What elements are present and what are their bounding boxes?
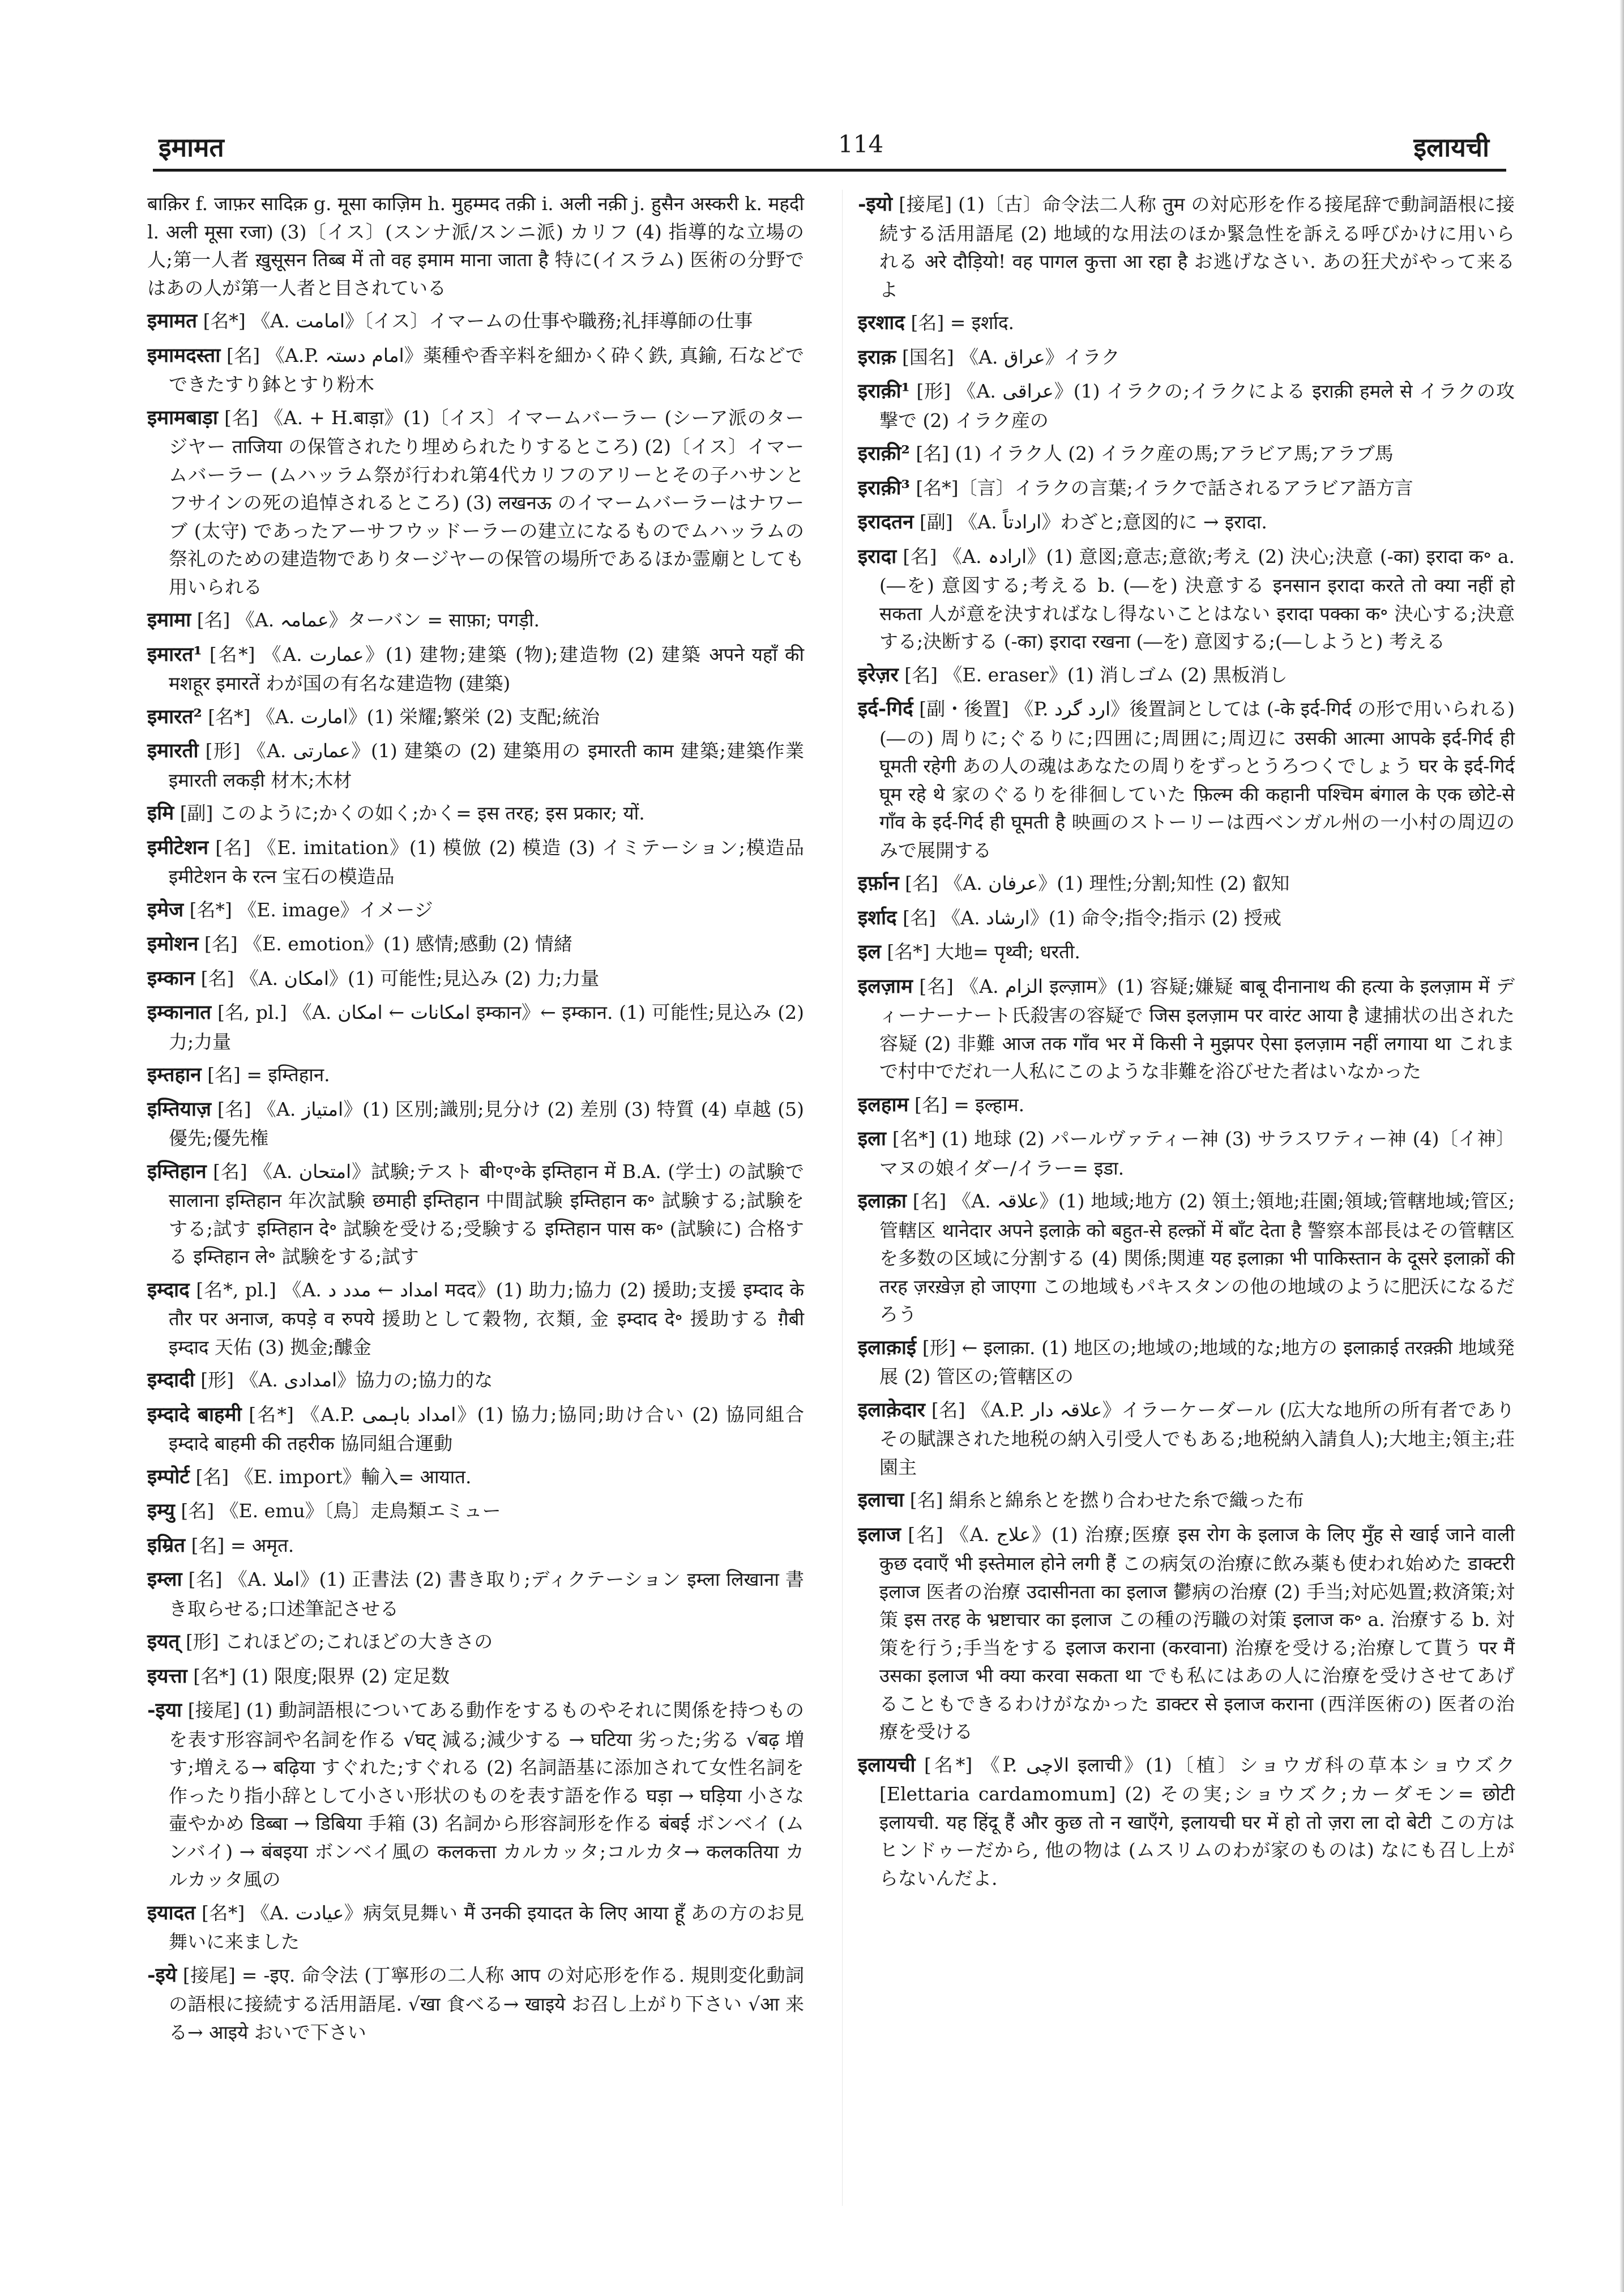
left-column [147,190,804,2051]
entry-headword: इलहाम [858,1092,909,1116]
entry-definition: [名] = अमृत. [191,1534,294,1556]
entry-definition: [名*] (1) 地球 (2) パールヴァティー神 (3) サラスワティー神 (4)〔イ神〕マヌの娘イダー/イラー= इडा. [879,1128,1515,1179]
entry-definition: [名] 《E. emotion》(1) 感情;感動 (2) 情緒 [204,933,572,955]
entry-definition: [副・後置] 《P. ارد گرد》後置詞としては (-के इर्द-गिर्द の形で用いられる) (―の) 周りに;ぐるりに;四囲に;周囲に;周辺に उसकी आत्मा आपके इर्द-गिर्द ही घूमती रहेगी あの人の魂はあなたの周りをずっとうろつくでしょう घर के इर्द-गिर्द घूम रहे थे 家のぐるりを徘徊していた फ़िल्म की कहानी पश्चिम बंगाल के एक छोटे-से गाँव के इर्द-गिर्द ही घूमती है 映画のストーリーは西ベンガル州の一小村の周辺のみで展開する [879,698,1515,861]
entry-headword: -इयो [858,193,893,216]
entry-headword: इम्दाद [147,1278,190,1301]
dictionary-entry [858,1520,1515,1746]
dictionary-entry [147,1961,804,2047]
dictionary-entry [147,998,804,1056]
entry-headword: इर्द-गिर्द [858,697,913,720]
entry-definition: [名] = इम्तिहान. [207,1064,330,1086]
header-rule [153,169,1506,172]
entry-headword: इमामत [147,309,198,332]
entry-headword: इमारत¹ [147,642,202,666]
dictionary-entry [858,1090,1515,1120]
entry-headword: इमीटेशन [147,835,209,859]
entry-headword: इम्तिहान [147,1159,207,1183]
dictionary-entry [858,308,1515,338]
page-edge-shadow [1619,0,1624,2292]
entry-definition: [名] 《A. امکان》(1) 可能性;見込み (2) 力;力量 [200,967,600,989]
entry-definition: [名*] (1) 限度;限界 (2) 定足数 [193,1664,450,1687]
entry-headword: इम्यु [147,1499,175,1522]
entry-definition: [名] (1) イラク人 (2) イラク産の馬;アラビア馬;アラブ馬 [916,442,1394,464]
entry-definition: [副] 《A. ارادتاً》わざと;意図的に → इरादा. [920,511,1267,533]
dictionary-entry [147,190,804,302]
entry-definition: [形] 《A. امدادی》協力の;協力的な [200,1369,493,1391]
dictionary-entry [147,1565,804,1623]
dictionary-entry [147,1060,804,1090]
dictionary-entry [147,1696,804,1894]
entry-definition: [接尾] (1)〔古〕命令法二人称 तुम の対応形を作る接尾辞で動詞語根に接続する活用語尾 (2) 地域的な用法のほか緊急性を訴える呼びかけに用いられる अरे दौड़ियो! वह पागल कुत्ता आ रहा है お逃げなさい. あの狂犬がやって来るよ [879,193,1515,301]
entry-headword: इराक़ी³ [858,476,910,500]
entry-headword: इमामबाड़ा [147,406,218,429]
entry-definition: [名] 《A.P. علاقہ دار》イラーケーダール (広大な地所の所有者でありその賦課された地税の納入引受人でもある;地税納入請負人);大地主;領主;荘園主 [879,1398,1515,1478]
entry-headword: इम्दादे बाहमी [147,1402,242,1426]
entry-definition: [副] このように;かくの如く;かく= इस तरह; इस प्रकार; यों. [180,802,645,824]
dictionary-entry [147,736,804,794]
dictionary-entry [147,964,804,994]
entry-headword: इमारत² [147,705,202,728]
dictionary-entry [858,377,1515,434]
entry-definition: [名*] 《P. الاچی इलाची》(1)〔植〕ショウガ科の草本ショウズク [Elettaria cardamomum] (2) その実;ショウズク;カーダモン= छोटी इलायची. यह हिंदू हैं और कुछ तो न खाएँगे, इलायची घर में हो तो ज़रा ला दो बेटी この方はヒンドゥーだから, 他の物は (ムスリムのわが家のものは) なにも召し上がらないんだよ. [879,1753,1515,1889]
guide-word-left: इमामत [159,132,224,163]
dictionary-entry [147,1275,804,1361]
entry-definition: [名] 《A. علاج》(1) 治療;医療 इस रोग के इलाज के लिए मुँह से खाई जाने वाली कुछ दवाएँ भी इस्तेमाल होने लगी हैं この病気の治療に飲み薬も使われ始めた डाक्टरी इलाज 医者の治療 उदासीनता का इलाज 鬱病の治療 (2) 手当;対応処置;救済策;対策 इस तरह के भ्रष्टाचार का इलाज この種の汚職の対策 इलाज क॰ a. 治療する b. 対策を行う;手当をする इलाज कराना (करवाना) 治療を受ける;治療して貰う पर मैं उसका इलाज भी क्या करवा सकता था でも私にはあの人に治療を受けさせてあげることもできるわけがなかった डाक्टर से इलाज कराना (西洋医術の) 医者の治療を受ける [879,1523,1515,1743]
entry-headword: इम्तहान [147,1063,202,1086]
entry-definition: [名*] 《A. امامت》〔イス〕イマームの仕事や職務;礼拝導師の仕事 [203,310,753,332]
dictionary-entry [147,1365,804,1395]
dictionary-entry [858,1751,1515,1893]
entry-definition: [名] 《A. امتیاز》(1) 区別;識別;見分け (2) 差別 (3) 特質 (4) 卓越 (5) 優先;優先権 [169,1098,805,1149]
entry-definition: [名] 絹糸と綿糸とを撚り合わせた糸で織った布 [909,1489,1305,1511]
entry-headword: -इये [147,1963,177,1987]
dictionary-entry [858,937,1515,967]
entry-headword: इम्तियाज़ [147,1097,211,1121]
dictionary-entry [147,306,804,336]
entry-definition: [接尾] (1) 動詞語根についてある動作をするものやそれに関係を持つものを表す形容詞や名詞を作る √घट् 減る;減少する → घटिया 劣った;劣る √बढ़ 増す;増える→ बढ़िया すぐれた;すぐれる (2) 名詞語基に添加されて女性名詞を作ったり指小辞として小さい形状のものを表す語を作る घड़ा → घड़िया 小さな壷やかめ डिब्बा → डिबिया 手箱 (3) 名詞から形容詞形を作る बंबई ボンベイ (ムンバイ) → बंबइया ボンベイ風の कलकत्ता カルカッタ;コルカタ→ कलकतिया カルカッタ風の [169,1699,804,1890]
dictionary-entry [147,605,804,635]
dictionary-entry [858,1124,1515,1182]
entry-headword: इलाचा [858,1488,904,1512]
entry-headword: इयादत [147,1901,196,1924]
entry-definition: [形] ← इलाक़ा. (1) 地区の;地域の;地域的な;地方の इलाक़ाई तरक़्क़ी 地域発展 (2) 管区の;管轄区の [879,1336,1515,1388]
entry-definition: [形] 《A. عمارتی》(1) 建築の (2) 建築用の इमारती काम 建築;建築作業 इमारती लकड़ी 材木;木材 [169,740,804,791]
entry-definition: [名*]〔言〕イラクの言葉;イラクで話されるアラビア語方言 [916,476,1413,499]
dictionary-entry [147,1898,804,1956]
dictionary-entry [147,1627,804,1657]
running-header [153,129,1489,165]
entry-definition: [名, pl.] 《A. امکانات ← امکان इम्कान》← इम्कान. (1) 可能性;見込み (2) 力;力量 [169,1001,804,1053]
entry-definition: [名] 《A. امتحان》試験;テスト बी॰ए॰के इम्तिहान में B.A. (学士) の試験で सालाना इम्तिहान 年次試験 छमाही इम्तिहान 中間試験 इम्तिहान क॰ 試験する;試験をする;試す इम्तिहान दे॰ 試験を受ける;受験する इम्तिहान पास क॰ (試験に) 合格する इम्तिहान ले॰ 試験をする;試す [169,1160,804,1267]
entry-headword: इम्दादी [147,1368,195,1392]
dictionary-entry [147,895,804,925]
entry-definition: [名] 《A. ارشاد》(1) 命令;指令;指示 (2) 授戒 [903,906,1281,929]
entry-headword: इम्कानात [147,1001,212,1024]
entry-definition: [名*] 《A. عیادت》病気見舞い मैं उनकी इयादत के लिए आया हूँ あの方のお見舞いに来ました [169,1901,804,1953]
entry-definition: [形] 《A. عراقی》(1) イラクの;イラクによる इराक़ी हमले से イラクの攻撃で (2) イラク産の [879,380,1515,432]
dictionary-entry [858,972,1515,1086]
entry-definition: [接尾] = -इए. 命令法 (丁寧形の二人称 आप の対応形を作る. 規則変化動詞の語根に接続する活用語尾. √खा 食べる→ खाइये お召し上がり下さい √आ 来る→ आइये おいで下さい [169,1964,804,2043]
entry-headword: इरादतन [858,510,914,533]
entry-definition: [名] 《A. عمامہ》ターバン = साफ़ा; पगड़ी. [196,609,540,631]
dictionary-entry [858,694,1515,864]
entry-definition: [名*] 《E. image》イメージ [189,898,433,921]
dictionary-entry [147,1095,804,1153]
dictionary-entry [858,1486,1515,1516]
entry-definition: [名] 《A. + H.बाड़ा》(1)〔イス〕イマームバーラー (シーア派のタージヤー ताजिया の保管されたり埋められたりするところ) (2)〔イス〕イマームバーラー (ムハッラム祭が行われ第4代カリフのアリーとその子ハサンとフサインの死の追悼されるところ) (3) लखनऊ のイマームバーラーはナワーブ (太守) であったアーサフウッドーラーの建立になるものでムハッラムの祭礼のための建造物でありタージヤーの保管の場所であるほか霊廟としても用いられる [169,406,804,598]
entry-headword: इराक़ी² [858,442,910,465]
entry-definition: [名] 《E. eraser》(1) 消しゴム (2) 黒板消し [904,663,1288,686]
entry-headword: इयत्ता [147,1664,187,1688]
dictionary-entry [147,702,804,732]
entry-definition: [名] 《E. emu》〔鳥〕走鳥類エミュー [181,1500,501,1522]
entry-headword: इल [858,940,881,963]
entry-headword: इयत् [147,1630,180,1653]
entry-headword: इरशाद [858,311,905,334]
entry-definition: [名*] 《A. امارت》(1) 栄耀;繁栄 (2) 支配;統治 [208,705,600,728]
dictionary-entry [147,833,804,891]
entry-definition: [名*, pl.] 《A. امداد ← مدد د मदद》(1) 助力;協力 (2) 援助;支援 इम्दाद के तौर पर अनाज, कपड़े व रुपये 援助として穀物, 衣類, 金 इम्दाद दे॰ 援助する ग़ैबी इम्दाद 天佑 (3) 拠金;醵金 [169,1278,804,1358]
dictionary-entry [147,640,804,698]
entry-headword: इरेज़र [858,663,899,686]
entry-definition: बाक़िर f. जाफ़र सादिक़ g. मूसा काज़िम h. मुहम्मद तक़ी i. अली नक़ी j. हुसैन अस्करी k. महदी l. अली मूसा रजा) (3)〔イス〕(スンナ派/スンニ派) カリフ (4) 指導的な立場の人;第一人者 ख़ुसूसन तिब्ब में तो वह इमाम माना जाता है 特に(イスラム) 医術の分野ではあの人が第一人者と目されている [147,193,804,299]
entry-headword: इर्शाद [858,906,897,929]
dictionary-entry [858,542,1515,656]
dictionary-entry [147,1462,804,1492]
entry-headword: इम्ला [147,1568,182,1591]
dictionary-entry [858,903,1515,933]
entry-definition: [名] 《A. الزام इल्ज़ाम》(1) 容疑;嫌疑 बाबू दीनानाथ की हत्या के इलज़ाम में ディーナーナート氏殺害の容疑で जिस इलज़ाम पर वारंट आया है 逮捕状の出された容疑 (2) 非難 आज तक गाँव भर में किसी ने मुझपर ऐसा इलज़ाम नहीं लगाया था これまで村中でだれ一人私にこのような非難を浴びせた者はいなかった [879,975,1515,1082]
entry-definition: [名] 《A. املا》(1) 正書法 (2) 書き取り;ディクテーション इम्ला लिखाना 書き取らせる;口述筆記させる [169,1568,804,1620]
guide-word-right: इलायची [1413,132,1489,163]
entry-definition: [名] 《A. عرفان》(1) 理性;分割;知性 (2) 叡知 [905,872,1290,894]
entry-headword: इमेज [147,898,184,921]
dictionary-entry [858,343,1515,373]
dictionary-entry [858,1186,1515,1329]
entry-headword: इराक़ी¹ [858,379,910,403]
column-divider [842,190,843,2206]
dictionary-entry [147,403,804,601]
entry-definition: [名*] 《A.P. امداد باہمی》(1) 協力;協同;助け合い (2) 協同組合 इम्दादे बाहमी की तहरीक 協同組合運動 [169,1403,805,1454]
entry-definition: [名] 《A. علاقہ》(1) 地域;地方 (2) 領土;領地;荘園;領域;管轄地域;管区;管轄区 थानेदार अपने इलाक़े को बहुत-से हल्क़ों में बाँट देता है 警察本部長はその管轄区を多数の区域に分割する (4) 関係;関連 यह इलाक़ा भी पाकिस्तान के दूसरे इलाक़ों की तरह ज़रख़ेज़ हो जाएगा この地域もパキスタンの他の地域のように肥沃になるだろう [879,1190,1515,1325]
entry-headword: इलाक़ेदार [858,1398,925,1422]
entry-definition: [名] 《A.P. امام دستہ》薬種や香辛料を細かく砕く鉄, 真鍮, 石などでできたすり鉢とすり粉木 [169,344,804,395]
dictionary-entry [858,1333,1515,1391]
dictionary-entry [858,439,1515,469]
dictionary-entry [147,1496,804,1526]
entry-definition: [名] 《E. imitation》(1) 模倣 (2) 模造 (3) イミテーション;模造品 इमीटेशन के रत्न 宝石の模造品 [169,836,804,887]
entry-definition: [名] 《A. ارادہ》(1) 意図;意志;意欲;考え (2) 決心;決意 (-का) इरादा क॰ a. (―を) 意図する;考える b. (―を) 決意する इनसान इरादा करते तो क्या नहीं हो सकता 人が意を決すればなし得ないことはない इरादा पक्का क॰ 決心する;決意する;決断する (-का) इरादा रखना (―を) 意図する;(―しようと) 考える [879,545,1515,652]
entry-headword: इम्रित [147,1533,186,1557]
entry-headword: इराक़ [858,345,896,369]
entry-definition: [名] = इल्हाम. [914,1093,1025,1116]
entry-headword: इलाक़ाई [858,1335,917,1359]
dictionary-entry [147,1400,804,1458]
dictionary-entry [858,869,1515,899]
entry-headword: इम्कान [147,966,195,990]
entry-headword: इमामदस्ता [147,343,221,367]
entry-headword: इलाक़ा [858,1189,907,1213]
dictionary-entry [858,473,1515,503]
entry-headword: -इया [147,1698,182,1722]
dictionary-entry [858,660,1515,690]
entry-headword: इमामा [147,608,191,631]
page-number: 114 [838,130,884,158]
entry-headword: इमारती [147,739,199,762]
dictionary-entry [147,1531,804,1561]
dictionary-entry [858,190,1515,304]
entry-definition: [国名] 《A. عراق》イラク [901,345,1120,368]
right-column [858,190,1515,1897]
entry-headword: इलायची [858,1753,916,1777]
entry-definition: [名] = इर्शाद. [911,311,1015,334]
entry-definition: [名] 《E. import》輸入= आयात. [195,1465,472,1488]
entry-headword: इरादा [858,544,897,568]
dictionary-entry [147,1157,804,1271]
dictionary-entry [147,799,804,829]
dictionary-entry [147,341,804,399]
entry-headword: इला [858,1127,886,1150]
entry-headword: इम्पोर्ट [147,1465,190,1488]
entry-headword: इमोशन [147,932,199,955]
dictionary-entry [858,507,1515,537]
entry-definition: [名*] 大地= पृथ्वी; धरती. [887,941,1080,963]
entry-headword: इर्फ़ान [858,872,899,895]
dictionary-entry [147,929,804,959]
entry-definition: [名*] 《A. عمارت》(1) 建物;建築 (物);建造物 (2) 建築 अपने यहाँ की मशहूर इमारतें わが国の有名な建造物 (建築) [169,643,804,694]
dictionary-entry [147,1662,804,1692]
entry-headword: इलज़ाम [858,974,913,998]
dictionary-entry [858,1395,1515,1482]
entry-headword: इलाज [858,1522,901,1546]
entry-headword: इमि [147,801,174,825]
entry-definition: [形] これほどの;これほどの大きさの [185,1631,493,1653]
